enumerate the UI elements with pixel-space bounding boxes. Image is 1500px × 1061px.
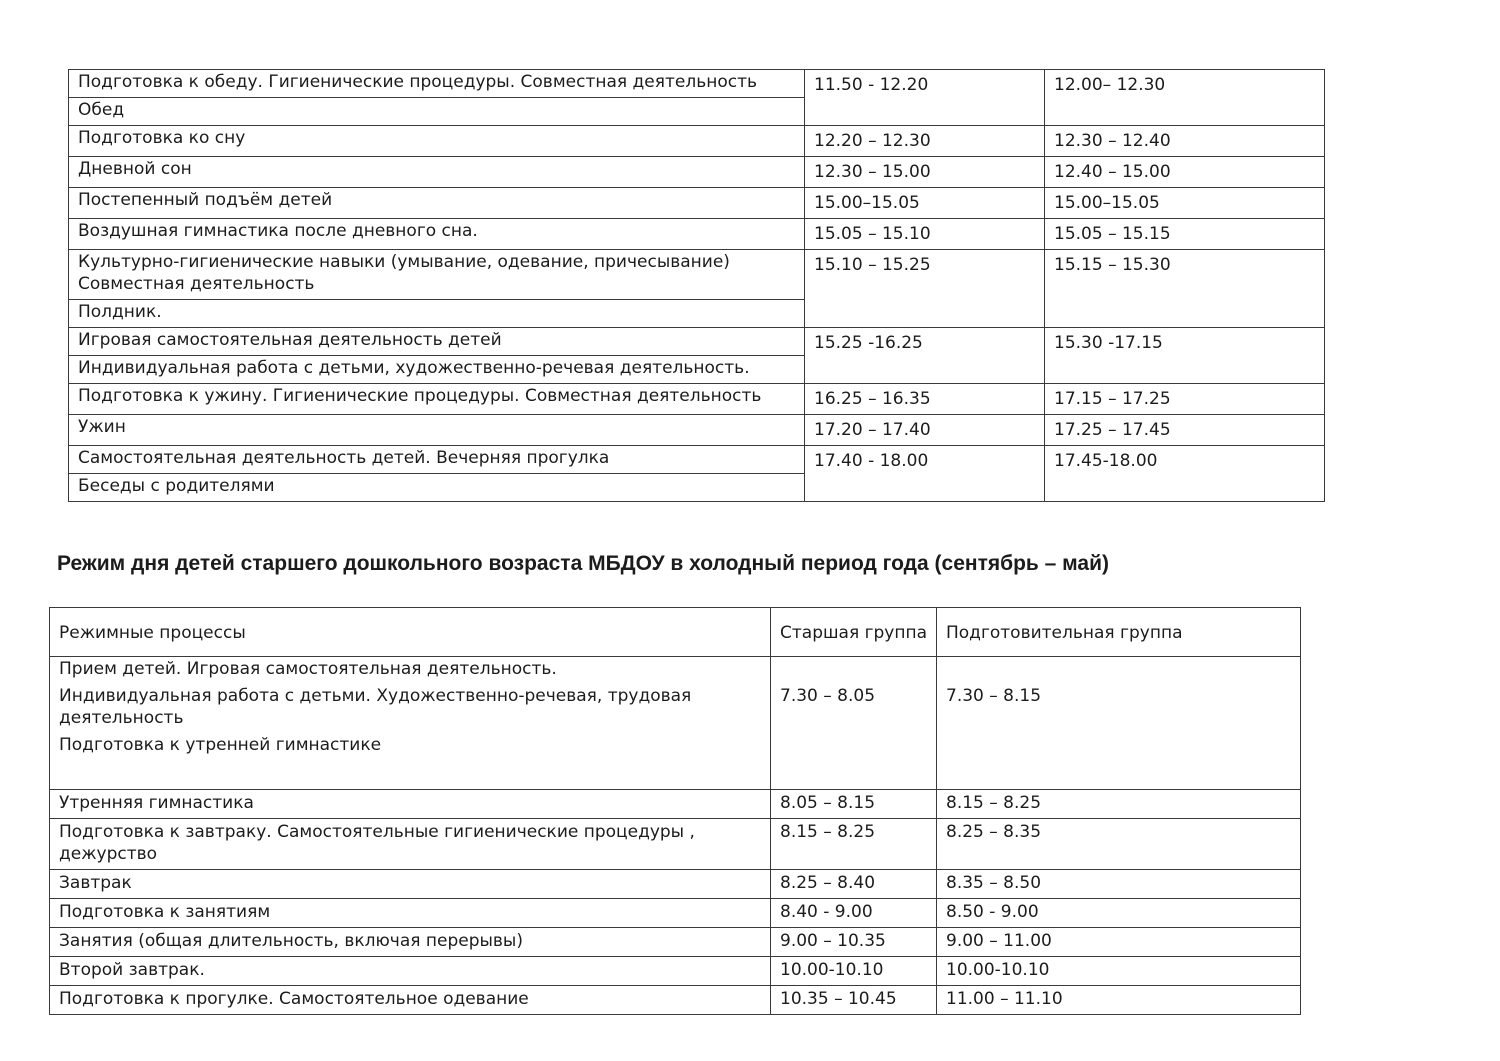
prep-group-time: 12.00– 12.30 (1045, 70, 1325, 126)
prep-group-time: 17.25 – 17.45 (1045, 415, 1325, 446)
process-cell: Подготовка к обеду. Гигиенические процедуры. Совместная деятельность (69, 70, 805, 98)
older-group-time: 7.30 – 8.05 (771, 657, 937, 790)
table-row (69, 384, 1325, 415)
older-group-time: 8.05 – 8.15 (771, 790, 937, 819)
prep-group-time: 17.15 – 17.25 (1045, 384, 1325, 415)
prep-group-time: 8.25 – 8.35 (937, 819, 1301, 870)
older-group-time: 15.25 -16.25 (805, 328, 1045, 384)
prep-group-time: 17.45-18.00 (1045, 446, 1325, 502)
header-prep-group: Подготовительная группа (937, 608, 1301, 657)
process-cell: Подготовка к ужину. Гигиенические процедуры. Совместная деятельность (69, 384, 805, 415)
process-cell (50, 657, 771, 790)
table-row (69, 70, 1325, 98)
older-group-time: 9.00 – 10.35 (771, 928, 937, 957)
process-line: Подготовка к утренней гимнастике (59, 735, 382, 755)
process-line: Прием детей. Игровая самостоятельная деятельность. (59, 659, 557, 679)
prep-group-time: 7.30 – 8.15 (937, 657, 1301, 790)
older-group-time: 15.05 – 15.10 (805, 219, 1045, 250)
table-row (69, 415, 1325, 446)
process-cell: Игровая самостоятельная деятельность детей (69, 328, 805, 356)
process-cell: Самостоятельная деятельность детей. Вечерняя прогулка (69, 446, 805, 474)
prep-group-time: 12.30 – 12.40 (1045, 126, 1325, 157)
older-group-time: 17.40 - 18.00 (805, 446, 1045, 502)
process-cell: Полдник. (69, 300, 805, 328)
header-process: Режимные процессы (50, 608, 771, 657)
process-cell: Ужин (69, 415, 805, 446)
older-group-time: 10.35 – 10.45 (771, 986, 937, 1015)
older-group-time: 15.00–15.05 (805, 188, 1045, 219)
process-cell: Беседы с родителями (69, 474, 805, 502)
older-group-time: 12.30 – 15.00 (805, 157, 1045, 188)
table-row (50, 819, 1301, 870)
process-cell: Обед (69, 98, 805, 126)
process-cell: Воздушная гимнастика после дневного сна. (69, 219, 805, 250)
prep-group-time: 15.05 – 15.15 (1045, 219, 1325, 250)
prep-group-time: 8.50 - 9.00 (937, 899, 1301, 928)
process-line: Индивидуальная работа с детьми. Художественно-речевая, трудовая деятельность (59, 686, 692, 728)
older-group-time: 16.25 – 16.35 (805, 384, 1045, 415)
prep-group-time: 10.00-10.10 (937, 957, 1301, 986)
older-group-time: 10.00-10.10 (771, 957, 937, 986)
process-cell: Подготовка к прогулке. Самостоятельное одевание (50, 986, 771, 1015)
schedule-table-top (68, 69, 1325, 502)
table-row (69, 188, 1325, 219)
table-row (50, 928, 1301, 957)
schedule-table-bottom (49, 607, 1301, 1015)
older-group-time: 15.10 – 15.25 (805, 250, 1045, 328)
older-group-time: 8.40 - 9.00 (771, 899, 937, 928)
table-row (69, 219, 1325, 250)
older-group-time: 8.25 – 8.40 (771, 870, 937, 899)
older-group-time: 11.50 - 12.20 (805, 70, 1045, 126)
table-row (50, 870, 1301, 899)
older-group-time: 12.20 – 12.30 (805, 126, 1045, 157)
process-cell: Индивидуальная работа с детьми, художественно-речевая деятельность. (69, 356, 805, 384)
prep-group-time: 11.00 – 11.10 (937, 986, 1301, 1015)
process-cell: Дневной сон (69, 157, 805, 188)
table-row (69, 250, 1325, 300)
process-cell: Подготовка к завтраку. Самостоятельные гигиенические процедуры , дежурство (50, 819, 771, 870)
table-row (69, 126, 1325, 157)
table-row (50, 790, 1301, 819)
process-line: Совместная деятельность (78, 274, 315, 294)
older-group-time: 8.15 – 8.25 (771, 819, 937, 870)
process-cell: Подготовка к занятиям (50, 899, 771, 928)
prep-group-time: 8.15 – 8.25 (937, 790, 1301, 819)
prep-group-time: 15.30 -17.15 (1045, 328, 1325, 384)
process-cell: Подготовка ко сну (69, 126, 805, 157)
table-row (50, 986, 1301, 1015)
prep-group-time: 12.40 – 15.00 (1045, 157, 1325, 188)
table-row (69, 328, 1325, 356)
process-cell (69, 250, 805, 300)
process-cell: Занятия (общая длительность, включая перерывы) (50, 928, 771, 957)
process-cell: Завтрак (50, 870, 771, 899)
process-cell: Второй завтрак. (50, 957, 771, 986)
prep-group-time: 15.15 – 15.30 (1045, 250, 1325, 328)
table-row (50, 957, 1301, 986)
process-line: Культурно-гигиенические навыки (умывание, одевание, причесывание) (78, 252, 730, 272)
section-title: Режим дня детей старшего дошкольного возраста МБДОУ в холодный период года (сентябрь – май) (57, 552, 1109, 575)
header-older-group: Старшая группа (771, 608, 937, 657)
prep-group-time: 15.00–15.05 (1045, 188, 1325, 219)
table-row (50, 657, 1301, 790)
table-header-row (50, 608, 1301, 657)
older-group-time: 17.20 – 17.40 (805, 415, 1045, 446)
process-cell: Утренняя гимнастика (50, 790, 771, 819)
prep-group-time: 8.35 – 8.50 (937, 870, 1301, 899)
table-row (69, 446, 1325, 474)
table-row (50, 899, 1301, 928)
prep-group-time: 9.00 – 11.00 (937, 928, 1301, 957)
table-row (69, 157, 1325, 188)
process-cell: Постепенный подъём детей (69, 188, 805, 219)
